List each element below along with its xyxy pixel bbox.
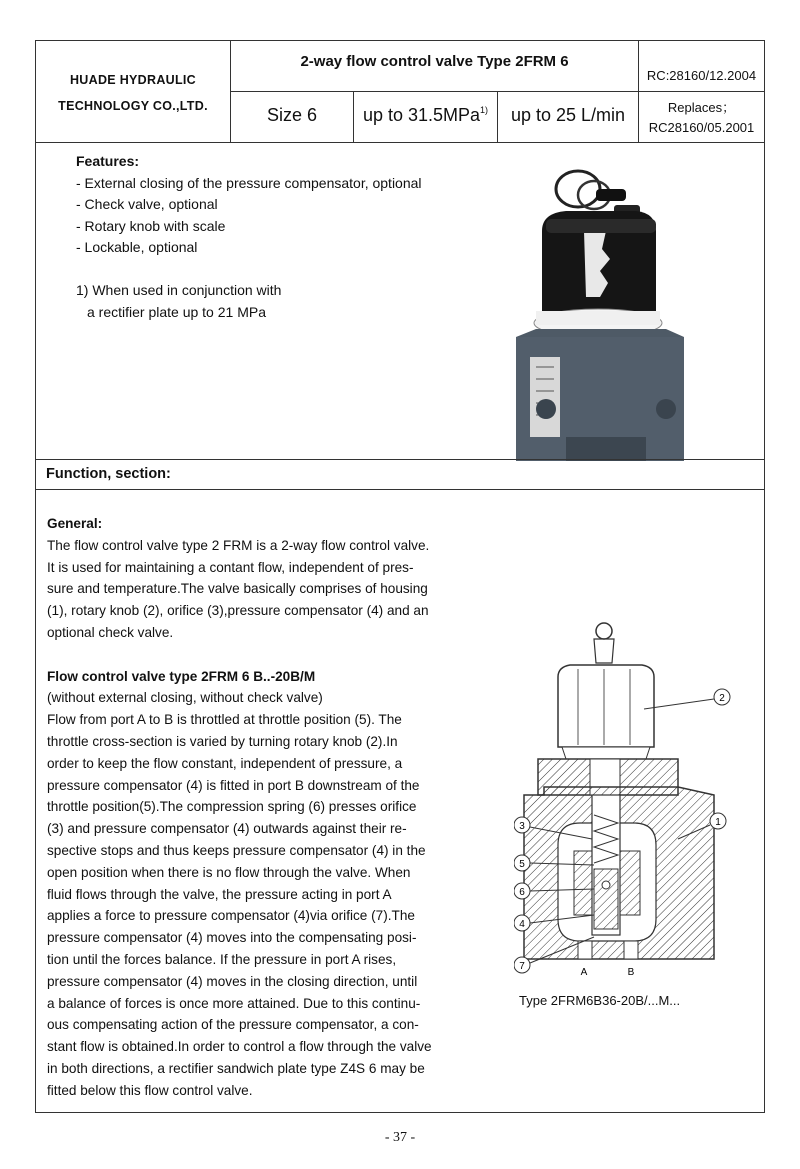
text-line: sure and temperature.The valve basically comprises of housing	[47, 581, 428, 597]
feature-item: - Lockable, optional	[76, 239, 198, 255]
text-line: ous compensating action of the pressure compensator, a con-	[47, 1017, 419, 1033]
feature-item: - Rotary knob with scale	[76, 217, 226, 234]
port-b-label: B	[627, 967, 635, 978]
callout-3: 3	[519, 821, 525, 832]
text-line: throttle cross-section is varied by turning rotary knob (2).In	[47, 733, 398, 749]
valve-photo	[506, 161, 706, 461]
header-table	[36, 41, 764, 143]
feature-item: - Check valve, optional	[76, 196, 218, 212]
callout-4: 4	[519, 919, 525, 930]
feature-item: - External closing of the pressure compensator, optional	[76, 174, 422, 191]
features-block	[76, 151, 422, 323]
replaces-cell	[639, 92, 764, 142]
text-line: throttle position(5).The compression spring (6) presses orifice	[47, 799, 417, 815]
flow-section-subheading: (without external closing, without check valve)	[47, 690, 323, 706]
replaces-value: RC28160/05.2001	[648, 120, 755, 135]
port-a-label: A	[580, 967, 588, 978]
text-line: in both directions, a rectifier sandwich plate type Z4S 6 may be	[47, 1060, 425, 1076]
text-line: a balance of forces is once more attained. Due to this continu-	[47, 995, 421, 1011]
company-cell	[36, 41, 231, 142]
valve-section-drawing	[514, 619, 734, 979]
replaces-label: Replaces；	[667, 100, 736, 115]
body-text	[47, 513, 439, 1102]
flow-cell: up to 25 L/min	[498, 92, 639, 142]
text-line: fitted below this flow control valve.	[47, 1082, 253, 1098]
pressure-cell	[354, 92, 498, 142]
text-line: stant flow is obtained.In order to control a flow through the valve	[47, 1039, 432, 1055]
section-divider	[36, 459, 764, 460]
pressure-value: up to 31.5MPa	[362, 105, 481, 125]
rc-number: RC:28160/12.2004	[639, 41, 764, 92]
page-frame	[35, 40, 765, 1113]
text-line: order to keep the flow constant, independent of pressure, a	[47, 755, 403, 771]
text-line: (3) and pressure compensator (4) outwards against their re-	[47, 821, 407, 837]
callout-5: 5	[519, 859, 525, 870]
general-heading: General:	[47, 516, 103, 531]
callout-6: 6	[519, 887, 525, 898]
text-line: (1), rotary knob (2), orifice (3),pressure compensator (4) and an	[47, 603, 429, 619]
text-line: It is used for maintaining a contant flow, independent of pres-	[47, 559, 414, 575]
text-line: pressure compensator (4) is fitted in port B downstream of the	[47, 777, 420, 793]
section-divider	[36, 489, 764, 490]
text-line: pressure compensator (4) moves in the closing direction, until	[47, 973, 418, 989]
company-name: HUADE HYDRAULIC	[69, 73, 197, 87]
text-line: tion until the forces balance. If the pressure in port A rises,	[47, 951, 397, 967]
text-line: optional check valve.	[47, 624, 174, 640]
diagram-caption: Type 2FRM6B36-20B/...M...	[519, 993, 681, 1008]
text-line: pressure compensator (4) moves into the compensating posi-	[47, 930, 417, 946]
size-cell: Size 6	[231, 92, 354, 142]
text-line: fluid flows through the valve, the pressure acting in port A	[47, 886, 392, 902]
text-line: spective stops and thus keeps pressure compensator (4) in the	[47, 842, 426, 858]
text-line: The flow control valve type 2 FRM is a 2-way flow control valve.	[47, 537, 430, 553]
page-number: - 37 -	[384, 1130, 416, 1145]
document-title: 2-way flow control valve Type 2FRM 6	[231, 41, 639, 92]
text-line: applies a force to pressure compensator (4)via orifice (7).The	[47, 908, 415, 924]
section-heading: Function, section:	[46, 466, 171, 482]
footnote-line2: a rectifier plate up to 21 MPa	[87, 303, 266, 320]
pressure-footnote-marker: 1)	[480, 105, 489, 115]
text-line: open position when there is no flow through the valve. When	[47, 864, 411, 880]
company-name-line2: TECHNOLOGY CO.,LTD.	[58, 99, 208, 113]
features-heading: Features:	[76, 153, 140, 169]
flow-section-heading: Flow control valve type 2FRM 6 B..-20B/M	[47, 668, 316, 684]
text-line: Flow from port A to B is throttled at throttle position (5). The	[47, 712, 402, 728]
footnote-line1: 1) When used in conjunction with	[76, 282, 282, 298]
callout-7: 7	[519, 961, 525, 972]
callout-2: 2	[719, 693, 725, 704]
callout-1: 1	[715, 817, 721, 828]
